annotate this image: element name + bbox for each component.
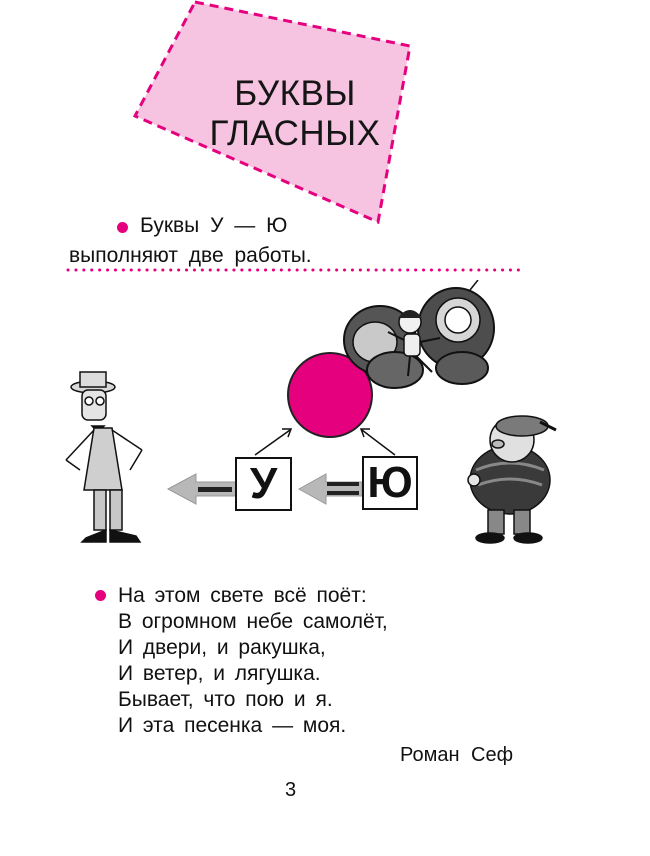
poem-line: Бывает, что пою и я. <box>118 688 333 711</box>
round-man-with-cap-illustration <box>468 416 556 543</box>
poem-author: Роман Сеф <box>400 744 514 766</box>
equals-sign-bottom <box>327 491 359 495</box>
grey-arrow-right <box>299 474 362 504</box>
intro-line-2: выполняют две работы. <box>69 244 312 267</box>
equals-sign-top <box>327 482 359 486</box>
butterfly-girl-illustration <box>344 280 494 388</box>
letter-box-u: У <box>235 457 292 511</box>
title-line-1: БУКВЫ <box>234 74 356 113</box>
poem-line: На этом свете всё поёт: <box>118 584 367 607</box>
poem-line: И двери, и ракушка, <box>118 636 326 659</box>
bullet-intro <box>117 222 128 233</box>
bullet-poem <box>95 590 106 601</box>
man-with-hat-illustration <box>66 372 142 542</box>
dotted-divider <box>66 268 528 272</box>
poem-line: И ветер, и лягушка. <box>118 662 321 685</box>
poem-line: В огромном небе самолёт, <box>118 610 388 633</box>
page-title <box>195 74 395 154</box>
illustration-area <box>0 280 650 570</box>
page-number: 3 <box>285 779 297 801</box>
letter-box-yu: Ю <box>362 456 418 510</box>
poem <box>118 583 388 739</box>
intro-line-1: Буквы У — Ю <box>140 214 288 237</box>
poem-line: И эта песенка — моя. <box>118 714 347 737</box>
title-line-2: ГЛАСНЫХ <box>209 114 381 153</box>
dash-sign <box>198 487 232 492</box>
